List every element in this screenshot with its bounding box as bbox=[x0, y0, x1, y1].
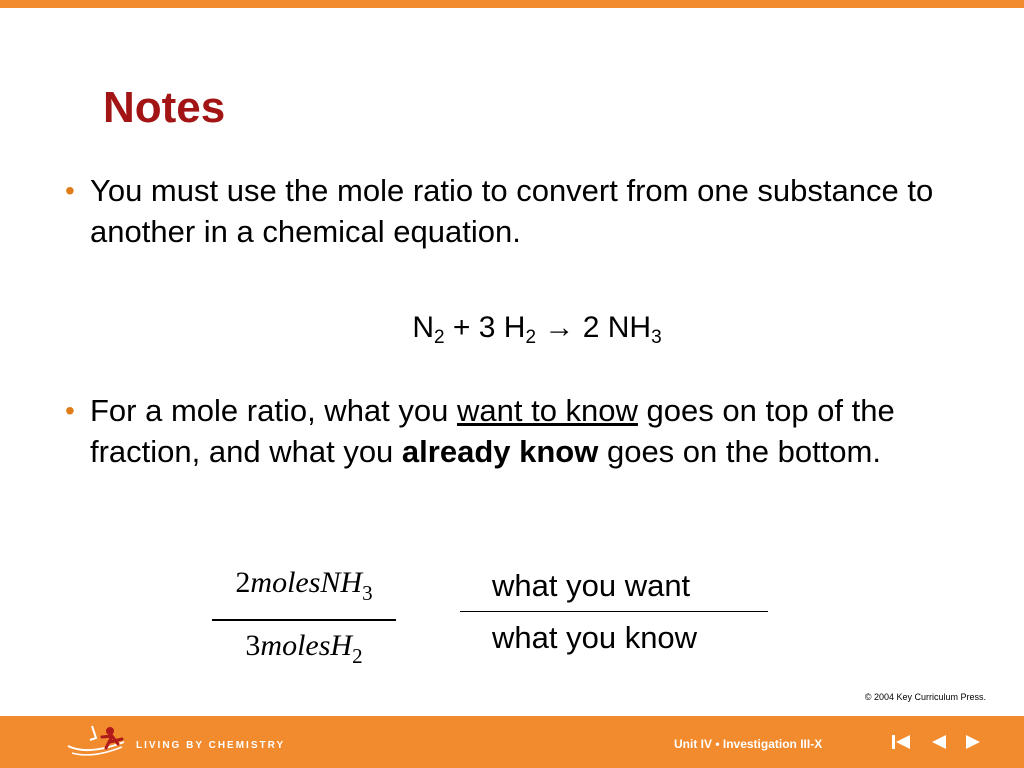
equation-product: 2 NH bbox=[582, 311, 652, 344]
chemical-equation bbox=[0, 308, 1024, 358]
denominator-coefficient: 3 bbox=[245, 628, 261, 662]
brand-name: LIVING BY CHEMISTRY bbox=[136, 740, 286, 751]
top-accent-bar bbox=[0, 0, 1024, 8]
equation-reactant-2: + 3 H bbox=[444, 311, 526, 344]
fraction-numerator bbox=[212, 564, 396, 612]
bullet-2-underlined-text: want to know bbox=[457, 393, 638, 428]
slide-title: Notes bbox=[103, 83, 226, 132]
equation-subscript: 2 bbox=[434, 327, 445, 348]
denominator-subscript: 2 bbox=[352, 643, 363, 668]
denominator-unit: molesH bbox=[260, 628, 353, 662]
word-fraction-denominator: what you know bbox=[492, 620, 698, 655]
footer-bar bbox=[0, 716, 1024, 768]
mole-ratio-fraction bbox=[212, 564, 396, 675]
word-fraction-bar bbox=[460, 611, 768, 612]
bullet-point-2 bbox=[65, 390, 1010, 472]
equation-subscript: 2 bbox=[525, 327, 537, 348]
bullet-dot-icon: • bbox=[65, 175, 75, 206]
bullet-2-text-part-2: goes on top of the fraction, and what you bbox=[90, 393, 895, 469]
fraction-denominator bbox=[212, 627, 396, 675]
next-slide-icon[interactable] bbox=[962, 732, 984, 752]
word-fraction-numerator: what you want bbox=[492, 568, 691, 603]
word-fraction bbox=[460, 568, 768, 656]
bullet-1-text: You must use the mole ratio to convert from one substance to another in a chemical equation. bbox=[90, 173, 934, 249]
bullet-2-text-part-1: For a mole ratio, what you bbox=[90, 393, 457, 428]
bullet-2-bold-text: already know bbox=[401, 434, 599, 469]
unit-investigation-label: Unit IV • Investigation III-X bbox=[674, 737, 823, 751]
bullet-point-1 bbox=[65, 170, 1010, 252]
first-slide-icon[interactable] bbox=[890, 732, 912, 752]
previous-slide-icon[interactable] bbox=[928, 732, 950, 752]
bullet-2-text-part-3: goes on the bottom. bbox=[598, 434, 881, 469]
numerator-unit: molesNH bbox=[250, 566, 363, 599]
fraction-bar bbox=[212, 619, 396, 621]
bullet-dot-icon: • bbox=[65, 395, 75, 426]
equation-subscript: 3 bbox=[651, 327, 662, 348]
living-by-chemistry-logo-icon bbox=[66, 722, 128, 762]
copyright-notice: © 2004 Key Curriculum Press. bbox=[864, 692, 986, 702]
numerator-subscript: 3 bbox=[362, 581, 373, 605]
numerator-coefficient: 2 bbox=[235, 566, 251, 599]
reaction-arrow-icon: → bbox=[536, 311, 583, 344]
equation-reactant-1: N bbox=[412, 311, 435, 344]
